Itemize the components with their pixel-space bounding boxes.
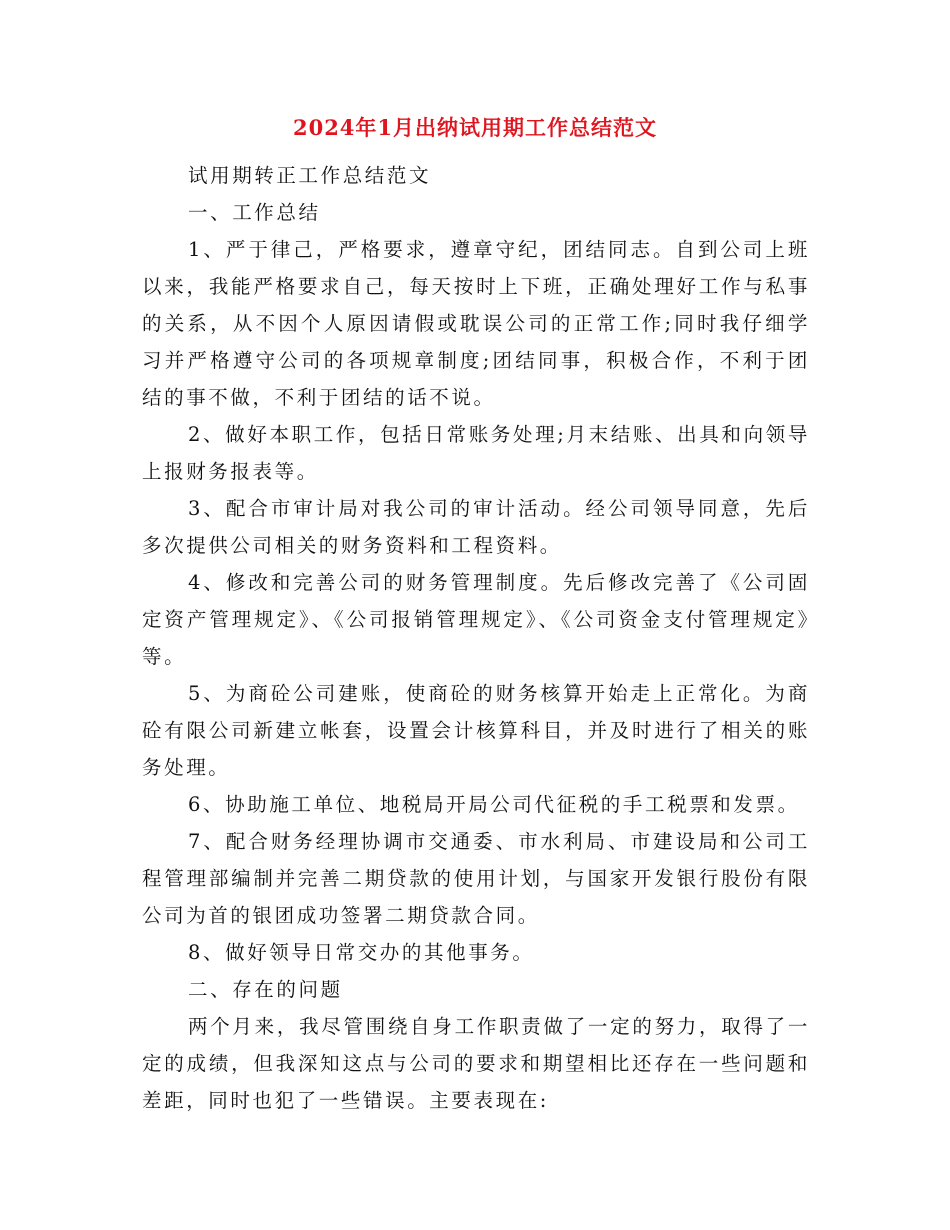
paragraph-problems-intro: 两个月来，我尽管围绕自身工作职责做了一定的努力，取得了一定的成绩，但我深知这点与公司的要求和期望相比还存在一些问题和差距，同时也犯了一些错误。主要表现在:	[142, 1015, 810, 1112]
paragraph-item-3: 3、配合市审计局对我公司的审计活动。经公司领导同意，先后多次提供公司相关的财务资料和工程资料。	[142, 497, 810, 557]
document-title: 2024年1月出纳试用期工作总结范文	[292, 115, 658, 140]
paragraph-subtitle: 试用期转正工作总结范文	[188, 164, 432, 187]
paragraph-item-6: 6、协助施工单位、地税局开局公司代征税的手工税票和发票。	[188, 793, 800, 816]
paragraph-item-4: 4、修改和完善公司的财务管理制度。先后修改完善了《公司固定资产管理规定》、《公司报销管理规定》、《公司资金支付管理规定》等。	[142, 571, 810, 668]
paragraph-item-8: 8、做好领导日常交办的其他事务。	[188, 941, 535, 964]
paragraph-item-1: 1、严于律己，严格要求，遵章守纪，团结同志。自到公司上班以来，我能严格要求自己，每天按时上下班，正确处理好工作与私事的关系，从不因个人原因请假或耽误公司的正常工作;同时我仔细学习并严格遵守公司的各项规章制度;团结同事，积极合作，不利于团结的事不做，不利于团结的话不说。	[142, 238, 810, 409]
section-heading-problems: 二、存在的问题	[188, 978, 343, 1001]
document-body	[142, 157, 810, 1119]
paragraph-item-2: 2、做好本职工作，包括日常账务处理;月末结账、出具和向领导上报财务报表等。	[142, 423, 810, 483]
paragraph-item-5: 5、为商砼公司建账，使商砼的财务核算开始走上正常化。为商砼有限公司新建立帐套，设置会计核算科目，并及时进行了相关的账务处理。	[142, 682, 810, 779]
section-heading-work-summary: 一、工作总结	[188, 201, 321, 224]
paragraph-item-7: 7、配合财务经理协调市交通委、市水利局、市建设局和公司工程管理部编制并完善二期贷款的使用计划，与国家开发银行股份有限公司为首的银团成功签署二期贷款合同。	[142, 830, 810, 927]
